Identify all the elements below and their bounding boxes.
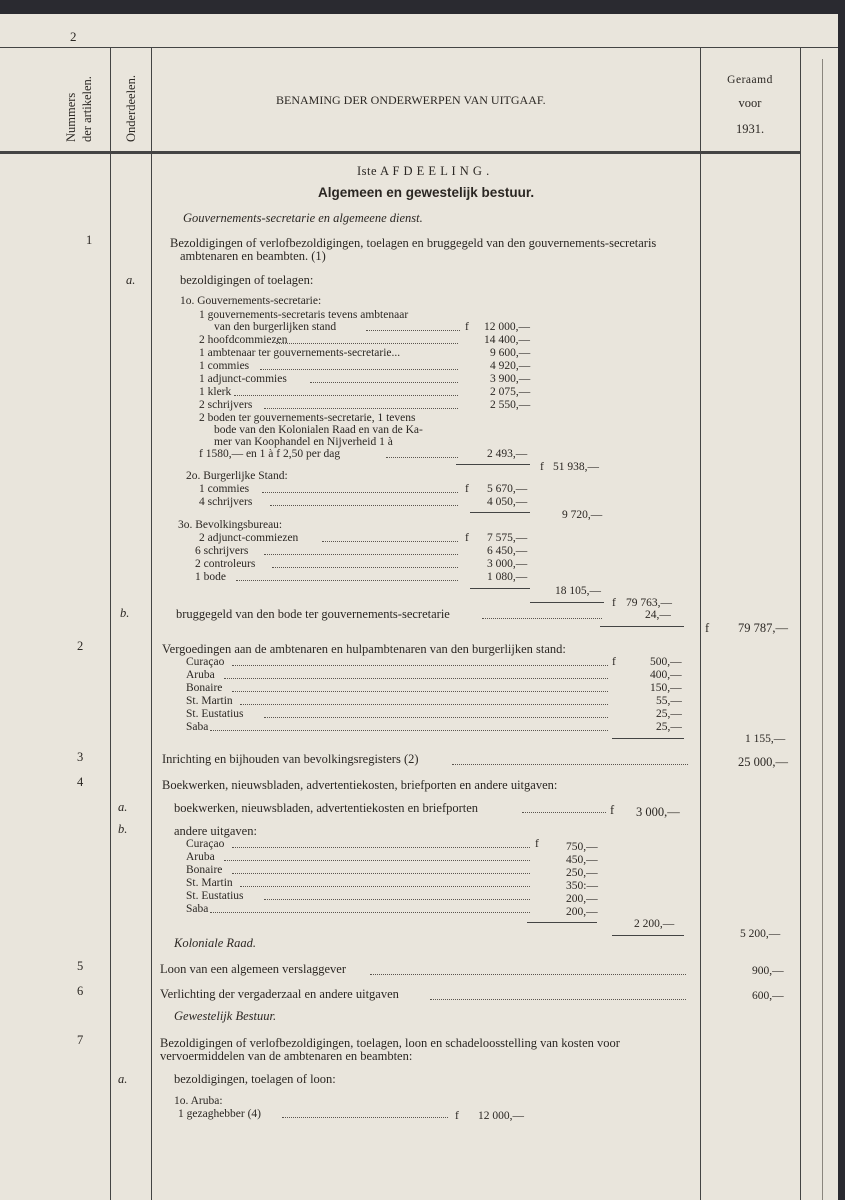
part-label: a. <box>126 273 136 287</box>
ledger-page <box>0 14 838 1200</box>
leader-dots <box>310 382 458 383</box>
line-item-label: 6 schrijvers <box>195 545 249 557</box>
article-text: Loon van een algemeen verslaggever <box>160 962 347 976</box>
line-item-value: 350:— <box>566 880 598 892</box>
line-item-label: 1 klerk <box>199 386 232 398</box>
header-voor: voor <box>738 96 762 110</box>
leader-dots <box>210 912 530 913</box>
line-item-value: 12 000,— <box>484 321 530 333</box>
line-item-label: 2 adjunct-commiezen <box>199 532 299 544</box>
leader-dots <box>210 730 608 731</box>
leader-dots <box>282 1117 448 1118</box>
line-item-label: 2 controleurs <box>195 558 256 570</box>
line-item-value: 2 075,— <box>490 386 531 398</box>
line-item-value: 400,— <box>650 669 682 681</box>
part-value: 3 000,— <box>636 805 680 819</box>
header-year: 1931. <box>735 122 765 136</box>
article-text: vervoermiddelen van de ambtenaren en beambten: <box>160 1049 413 1063</box>
currency-f: f <box>705 621 710 635</box>
currency-f: f <box>465 483 469 495</box>
line-item-label: 1 adjunct-commies <box>199 373 287 385</box>
part-total: 2 200,— <box>634 918 675 930</box>
page-edge <box>822 59 823 1200</box>
subsection-title: Gouvernements-secretarie en algemeene dienst. <box>183 211 423 225</box>
line-item-label: 2 hoofdcommiezen <box>199 334 288 346</box>
group-total: 51 938,— <box>553 461 599 473</box>
column-divider <box>151 47 152 1200</box>
line-item-value: 500,— <box>650 656 682 668</box>
leader-dots <box>270 505 458 506</box>
leader-dots <box>232 873 530 874</box>
part-label: a. <box>118 800 128 814</box>
part-text: andere uitgaven: <box>174 824 257 838</box>
leader-dots <box>224 678 608 679</box>
line-item-value: 1 080,— <box>487 571 528 583</box>
column-divider <box>110 47 111 1200</box>
currency-f: f <box>465 532 469 544</box>
line-item-value: 25,— <box>656 721 682 733</box>
line-item-label: 2 boden ter gouvernements-secretarie, 1 tevens <box>199 412 416 424</box>
header-geraamd: Geraamd <box>727 74 773 86</box>
leader-dots <box>452 764 688 765</box>
line-item-label: van den burgerlijken stand <box>214 321 337 333</box>
line-item-value: 2 493,— <box>487 448 528 460</box>
leader-dots <box>262 492 458 493</box>
line-item-value: 250,— <box>566 867 598 879</box>
header-bottom-rule <box>0 151 800 154</box>
line-item-label: Curaçao <box>186 656 225 668</box>
leader-dots <box>264 408 458 409</box>
subtotal-rule <box>527 922 597 923</box>
part-value: 24,— <box>645 609 671 621</box>
line-item-label: Aruba <box>186 669 215 681</box>
group-total: 9 720,— <box>562 509 603 521</box>
line-item-label: 2 schrijvers <box>199 399 253 411</box>
line-item-value: 150,— <box>650 682 682 694</box>
column-divider <box>800 47 801 1200</box>
article-text: Bezoldigingen of verlofbezoldigingen, toelagen, loon en schadeloosstelling van kosten voor <box>160 1036 620 1050</box>
subtotal-rule <box>530 602 604 603</box>
group-title: 1o. Aruba: <box>174 1095 223 1107</box>
subtotal-rule <box>470 588 530 589</box>
subsection-title: Koloniale Raad. <box>174 936 256 950</box>
line-item-label: 1 ambtenaar ter gouvernements-secretarie... <box>199 347 401 359</box>
line-item-value: 200,— <box>566 893 598 905</box>
subtotal-rule <box>470 512 530 513</box>
section-title: Algemeen en gewestelijk bestuur. <box>318 185 535 200</box>
header-nummers-2: der artikelen. <box>80 76 94 142</box>
line-item-label: 1 commies <box>199 483 250 495</box>
line-item-value: 450,— <box>566 854 598 866</box>
article-number: 7 <box>77 1033 84 1047</box>
article-text: Bezoldigingen of verlofbezoldigingen, toelagen en bruggegeld van den gouvernements-secretaris <box>170 236 657 250</box>
afdeeling-heading: Iste A F D E E L I N G . <box>357 164 490 178</box>
line-item-label: Saba <box>186 903 209 915</box>
line-item-value: 3 000,— <box>487 558 528 570</box>
currency-f: f <box>612 597 616 609</box>
part-total: 79 763,— <box>626 597 672 609</box>
leader-dots <box>234 395 458 396</box>
raming-value: 900,— <box>752 965 784 977</box>
line-item-label: f 1580,— en 1 à f 2,50 per dag <box>199 448 341 460</box>
line-item-label: 1 commies <box>199 360 250 372</box>
currency-f: f <box>612 656 616 668</box>
group-title: 2o. Burgerlijke Stand: <box>186 470 288 482</box>
group-total: 18 105,— <box>555 585 601 597</box>
line-item-value: 4 920,— <box>490 360 531 372</box>
article-text: Vergoedingen aan de ambtenaren en hulpambtenaren van den burgerlijken stand: <box>162 642 566 656</box>
part-text: boekwerken, nieuwsbladen, advertentiekosten en briefporten <box>174 801 479 815</box>
line-item-value: 4 050,— <box>487 496 528 508</box>
header-nummers: Nummers <box>64 92 78 142</box>
line-item-value: 55,— <box>656 695 682 707</box>
leader-dots <box>224 860 530 861</box>
page-number: 2 <box>70 29 77 44</box>
leader-dots <box>240 886 530 887</box>
line-item-label: 1 gouvernements-secretaris tevens ambtenaar <box>199 309 409 321</box>
part-label: b. <box>120 606 130 620</box>
subtotal-rule <box>456 464 530 465</box>
line-item-value: 3 900,— <box>490 373 531 385</box>
line-item-value: 2 550,— <box>490 399 531 411</box>
article-number: 3 <box>77 750 84 764</box>
line-item-label: St. Martin <box>186 877 233 889</box>
part-text: bruggegeld van den bode ter gouvernements-secretarie <box>176 607 450 621</box>
line-item-label: Curaçao <box>186 838 225 850</box>
leader-dots <box>232 665 608 666</box>
currency-f: f <box>535 838 539 850</box>
leader-dots <box>386 457 458 458</box>
currency-f: f <box>610 803 615 817</box>
article-number: 6 <box>77 984 84 998</box>
article-number: 2 <box>77 639 84 653</box>
line-item-label: Saba <box>186 721 209 733</box>
leader-dots <box>236 580 458 581</box>
article-text: Inrichting en bijhouden van bevolkingsregisters (2) <box>162 752 419 766</box>
currency-f: f <box>540 461 544 473</box>
leader-dots <box>232 847 530 848</box>
group-title: 1o. Gouvernements-secretarie: <box>180 295 322 307</box>
line-item-value: 25,— <box>656 708 682 720</box>
leader-dots <box>276 343 458 344</box>
leader-dots <box>264 554 458 555</box>
line-item-label: St. Eustatius <box>186 708 244 720</box>
header-onderdeelen: Onderdeelen. <box>124 75 138 142</box>
line-item-label: St. Martin <box>186 695 233 707</box>
leader-dots <box>260 369 458 370</box>
raming-value: 1 155,— <box>745 733 786 745</box>
line-item-label: 1 bode <box>195 571 226 583</box>
raming-value: 5 200,— <box>740 928 781 940</box>
leader-dots <box>232 691 608 692</box>
article-number: 4 <box>77 775 84 789</box>
line-item-value: 14 400,— <box>484 334 530 346</box>
subtotal-rule <box>600 626 684 627</box>
leader-dots <box>366 330 460 331</box>
line-item-value: 6 450,— <box>487 545 528 557</box>
article-text: Verlichting der vergaderzaal en andere uitgaven <box>160 987 399 1001</box>
raming-value: 600,— <box>752 990 784 1002</box>
column-divider <box>700 47 701 1200</box>
article-text: ambtenaren en beambten. (1) <box>180 249 326 263</box>
line-item-label: 1 gezaghebber (4) <box>178 1108 262 1120</box>
part-text: bezoldigingen, toelagen of loon: <box>174 1072 336 1086</box>
currency-f: f <box>455 1110 459 1122</box>
header-benaming: BENAMING DER ONDERWERPEN VAN UITGAAF. <box>276 93 546 107</box>
subtotal-rule <box>612 935 684 936</box>
article-number: 5 <box>77 959 84 973</box>
line-item-value: 200,— <box>566 906 598 918</box>
line-item-label: Bonaire <box>186 864 223 876</box>
line-item-label: mer van Koophandel en Nijverheid 1 à <box>214 436 393 448</box>
leader-dots <box>430 999 686 1000</box>
article-text: Boekwerken, nieuwsbladen, advertentiekosten, briefporten en andere uitgaven: <box>162 778 558 792</box>
leader-dots <box>322 541 458 542</box>
leader-dots <box>370 974 686 975</box>
leader-dots <box>272 567 458 568</box>
line-item-label: 4 schrijvers <box>199 496 253 508</box>
part-text: bezoldigingen of toelagen: <box>180 273 314 287</box>
leader-dots <box>482 618 602 619</box>
currency-f: f <box>465 321 469 333</box>
line-item-value: 9 600,— <box>490 347 531 359</box>
line-item-label: St. Eustatius <box>186 890 244 902</box>
part-label: b. <box>118 822 128 836</box>
line-item-value: 5 670,— <box>487 483 528 495</box>
leader-dots <box>264 717 608 718</box>
leader-dots <box>264 899 530 900</box>
subtotal-rule <box>612 738 684 739</box>
header-top-rule <box>0 47 838 48</box>
raming-value: 25 000,— <box>738 755 788 769</box>
line-item-value: 750,— <box>566 841 598 853</box>
subsection-title: Gewestelijk Bestuur. <box>174 1009 277 1023</box>
part-label: a. <box>118 1072 128 1086</box>
line-item-value: 12 000,— <box>478 1110 524 1122</box>
line-item-label: Aruba <box>186 851 215 863</box>
raming-value: 79 787,— <box>738 621 788 635</box>
line-item-label: bode van den Kolonialen Raad en van de Ka- <box>214 424 423 436</box>
group-title: 3o. Bevolkingsbureau: <box>178 519 283 531</box>
leader-dots <box>240 704 608 705</box>
line-item-label: Bonaire <box>186 682 223 694</box>
line-item-value: 7 575,— <box>487 532 528 544</box>
leader-dots <box>522 812 606 813</box>
article-number: 1 <box>86 233 93 247</box>
